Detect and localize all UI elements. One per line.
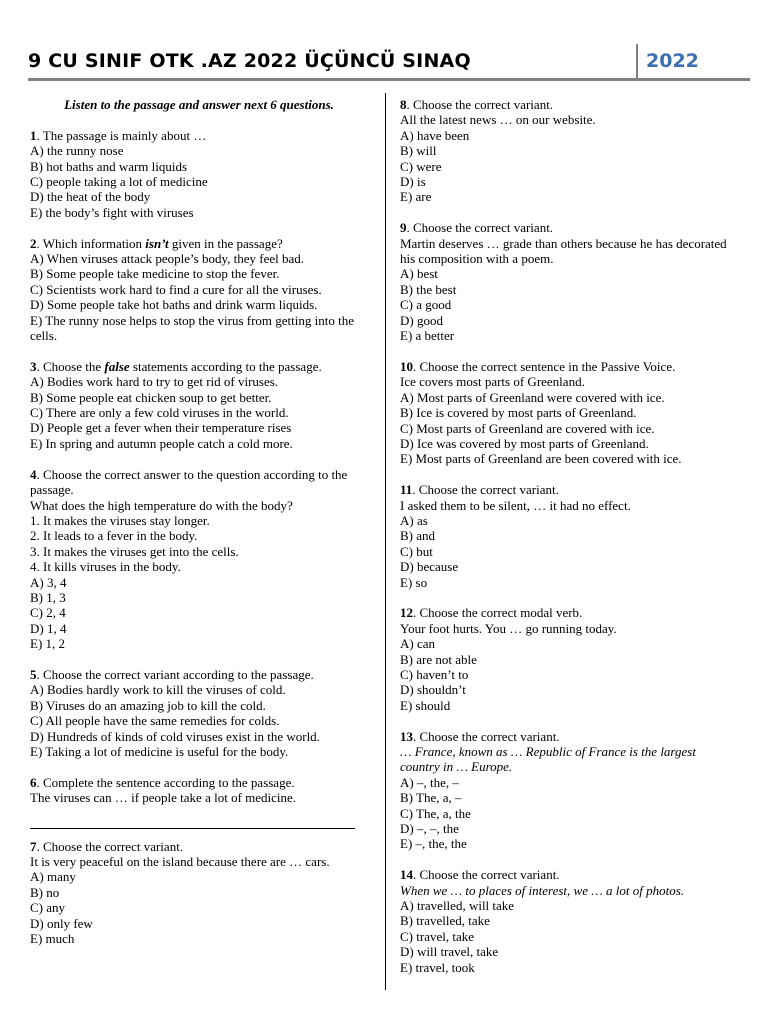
- question-stem: . Complete the sentence according to the passage.: [36, 774, 295, 790]
- statement: 4. It kills viruses in the body.: [30, 559, 181, 575]
- question-number: 13: [400, 728, 413, 744]
- question-prompt: All the latest news … on our website.: [400, 112, 596, 128]
- answer-option: D) will travel, take: [400, 944, 499, 960]
- answer-option: E) so: [400, 574, 428, 590]
- answer-option: E) Most parts of Greenland are been covered with ice.: [400, 451, 682, 467]
- question-number: 8: [400, 97, 407, 112]
- answer-option: C) a good: [400, 297, 452, 313]
- answer-option: E) a better: [400, 328, 455, 344]
- answer-option: C) All people have the same remedies for colds.: [30, 713, 280, 729]
- answer-option: B) Viruses do an amazing job to kill the cold.: [30, 697, 266, 713]
- question-stem: . Choose the correct variant.: [406, 97, 554, 112]
- question-stem: given in the passage?: [168, 235, 283, 251]
- question-number: 4: [30, 466, 37, 482]
- answer-option: C) Most parts of Greenland are covered with ice.: [400, 420, 655, 436]
- answer-option: D) shouldn’t: [400, 682, 466, 698]
- answer-option: D) the heat of the body: [30, 189, 151, 205]
- question-stem: statements according to the passage.: [129, 358, 322, 374]
- question-prompt: … France, known as … Republic of France is the largest country in … Europe.: [400, 743, 696, 775]
- question-stem: . The passage is mainly about …: [36, 127, 207, 143]
- answer-option: E) The runny nose helps to stop the virus from getting into the cells.: [30, 312, 354, 344]
- answer-option: D) is: [400, 174, 426, 190]
- question-5: [30, 667, 368, 759]
- question-stem: . Choose the correct variant.: [412, 482, 559, 498]
- answer-option: A) –, the, –: [400, 774, 459, 790]
- question-10: [400, 359, 730, 467]
- question-12: [400, 605, 730, 713]
- question-prompt: It is very peaceful on the island because there are … cars.: [30, 854, 330, 869]
- answer-option: C) were: [400, 158, 442, 174]
- header-year: 2022: [646, 50, 699, 72]
- answer-option: D) Some people take hot baths and drink warm liquids.: [30, 297, 318, 313]
- question-number: 1: [30, 127, 37, 143]
- answer-option: B) no: [30, 884, 60, 900]
- answer-option: A) the runny nose: [30, 143, 124, 159]
- question-prompt: Your foot hurts. You … go running today.: [400, 620, 617, 636]
- answer-option: A) can: [400, 636, 436, 652]
- answer-option: A) Bodies hardly work to kill the viruses of cold.: [30, 682, 286, 698]
- question-stem-emphasis: isn’t: [145, 235, 169, 251]
- answer-option: C) There are only a few cold viruses in the world.: [30, 405, 289, 421]
- left-column: [30, 97, 368, 962]
- answer-option: B) travelled, take: [400, 913, 490, 929]
- answer-option: C) people taking a lot of medicine: [30, 174, 208, 190]
- question-stem: . Choose the: [36, 358, 105, 374]
- statement: 3. It makes the viruses get into the cells.: [30, 543, 239, 559]
- question-11: [400, 482, 730, 590]
- answer-option: E) are: [400, 189, 432, 205]
- answer-option: B) Some people eat chicken soup to get better.: [30, 389, 272, 405]
- question-prompt: Ice covers most parts of Greenland.: [400, 374, 585, 390]
- question-14: [400, 867, 730, 975]
- question-4: [30, 467, 368, 652]
- question-stem-emphasis: false: [104, 358, 130, 374]
- question-1: [30, 128, 368, 220]
- question-number: 9: [400, 220, 407, 236]
- page-header: [28, 44, 750, 78]
- question-stem: . Choose the correct sentence in the Passive Voice.: [413, 358, 676, 374]
- question-stem: . Choose the correct variant.: [413, 728, 560, 744]
- answer-option: D) Ice was covered by most parts of Greenland.: [400, 435, 649, 451]
- answer-blank-line: [30, 828, 355, 829]
- answer-option: D) only few: [30, 915, 93, 931]
- answer-option: E) In spring and autumn people catch a cold more.: [30, 435, 293, 451]
- answer-option: A) have been: [400, 127, 470, 143]
- answer-option: E) should: [400, 697, 451, 713]
- question-prompt: When we … to places of interest, we … a lot of photos.: [400, 882, 685, 898]
- answer-option: B) The, a, –: [400, 790, 462, 806]
- answer-option: B) Some people take medicine to stop the fever.: [30, 266, 280, 282]
- header-divider: [636, 44, 638, 80]
- answer-option: B) will: [400, 143, 437, 159]
- answer-option: E) 1, 2: [30, 636, 66, 652]
- question-number: 6: [30, 774, 37, 790]
- answer-option: E) the body’s fight with viruses: [30, 204, 194, 220]
- answer-option: D) because: [400, 559, 459, 575]
- question-6: [30, 775, 368, 829]
- question-7: [30, 839, 368, 947]
- question-stem: . Choose the correct modal verb.: [413, 605, 583, 621]
- answer-option: B) 1, 3: [30, 589, 66, 605]
- statement: 2. It leads to a fever in the body.: [30, 528, 198, 544]
- statement: 1. It makes the viruses stay longer.: [30, 512, 210, 528]
- answer-option: A) When viruses attack people’s body, they feel bad.: [30, 251, 304, 267]
- answer-option: B) Ice is covered by most parts of Greenland.: [400, 405, 637, 421]
- question-prompt: The viruses can … if people take a lot of medicine.: [30, 790, 297, 806]
- answer-option: D) –, –, the: [400, 821, 459, 837]
- question-stem: . Choose the correct answer to the question according to the passage.: [30, 466, 348, 498]
- question-3: [30, 359, 368, 451]
- question-9: [400, 220, 730, 343]
- question-number: 7: [30, 838, 37, 854]
- answer-option: C) Scientists work hard to find a cure for all the viruses.: [30, 281, 322, 297]
- answer-option: D) good: [400, 312, 443, 328]
- answer-option: A) travelled, will take: [400, 898, 515, 914]
- page-title: 9 CU SINIF OTK .AZ 2022 ÜÇÜNCÜ SINAQ: [28, 50, 471, 72]
- answer-option: C) 2, 4: [30, 605, 66, 621]
- answer-option: E) much: [30, 931, 75, 947]
- question-prompt: I asked them to be silent, … it had no effect.: [400, 497, 631, 513]
- answer-option: B) the best: [400, 281, 457, 297]
- answer-option: C) travel, take: [400, 928, 474, 944]
- right-column: [400, 97, 730, 990]
- answer-option: E) travel, took: [400, 959, 475, 975]
- answer-option: D) People get a fever when their temperature rises: [30, 420, 292, 436]
- question-number: 14: [400, 867, 413, 883]
- answer-option: C) any: [30, 900, 66, 916]
- question-8: [400, 97, 730, 205]
- answer-option: E) Taking a lot of medicine is useful for the body.: [30, 743, 289, 759]
- answer-option: A) best: [400, 266, 438, 282]
- question-number: 11: [400, 482, 413, 498]
- answer-option: E) –, the, the: [400, 836, 467, 852]
- question-stem: . Choose the correct variant according to the passage.: [36, 666, 314, 682]
- question-prompt: Martin deserves … grade than others because he has decorated his composition with a poem.: [400, 235, 727, 267]
- question-2: [30, 236, 368, 344]
- answer-option: B) and: [400, 528, 436, 544]
- answer-option: B) are not able: [400, 651, 477, 667]
- question-prompt: What does the high temperature do with the body?: [30, 497, 293, 513]
- question-stem: . Choose the correct variant.: [406, 220, 554, 236]
- answer-option: C) but: [400, 543, 433, 559]
- question-stem: . Choose the correct variant.: [413, 867, 560, 883]
- column-divider: [385, 93, 386, 990]
- answer-option: C) The, a, the: [400, 805, 471, 821]
- question-number: 3: [30, 358, 37, 374]
- question-number: 5: [30, 666, 37, 682]
- answer-option: A) as: [400, 512, 428, 528]
- question-stem: . Which information: [36, 235, 146, 251]
- question-13: [400, 729, 730, 852]
- question-number: 10: [400, 358, 413, 374]
- answer-option: B) hot baths and warm liquids: [30, 158, 188, 174]
- listening-intro: Listen to the passage and answer next 6 questions.: [64, 97, 334, 112]
- answer-option: A) Bodies work hard to try to get rid of viruses.: [30, 374, 279, 390]
- question-stem: . Choose the correct variant.: [36, 838, 184, 854]
- answer-option: D) Hundreds of kinds of cold viruses exist in the world.: [30, 728, 320, 744]
- answer-option: A) many: [30, 869, 76, 885]
- answer-option: D) 1, 4: [30, 620, 67, 636]
- answer-option: C) haven’t to: [400, 666, 469, 682]
- answer-option: A) Most parts of Greenland were covered with ice.: [400, 389, 665, 405]
- question-number: 2: [30, 235, 37, 251]
- answer-option: A) 3, 4: [30, 574, 67, 590]
- question-number: 12: [400, 605, 413, 621]
- header-rule: [28, 78, 750, 81]
